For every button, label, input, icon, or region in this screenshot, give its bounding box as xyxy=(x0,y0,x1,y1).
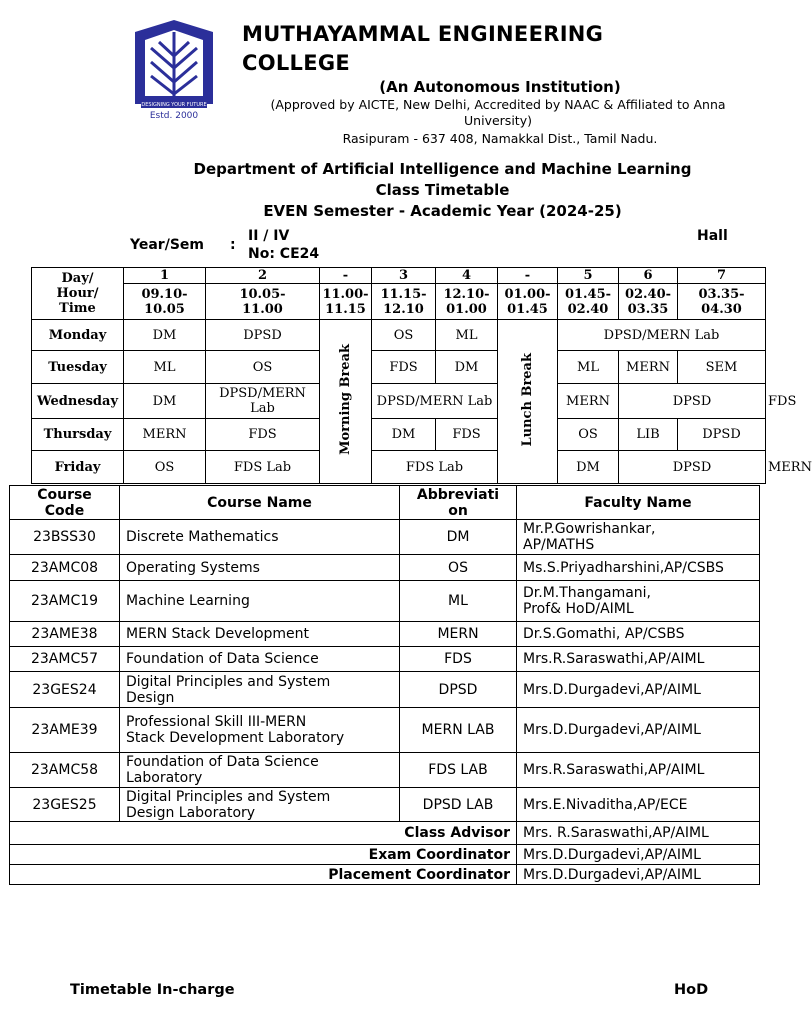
timetable-grid: Day/ Hour/ Time 1 2 - 3 4 - 5 6 7 09.10- 10.05 10.05- 11.00 11.00- 11.15 11.15- 12.10 12.10- 01.00 01.00- 01.45 01.45- 02.40 02.40- 03.35 03.35- 04.30 Monday DM DPSD Morning Break OS ML Lunch Break DPSD/MERN Lab Tuesday ML OS FDS DM ML MERN SEM Wednesday DM DPSD/MERN Lab DPSD/MERN Lab MERN DPSD FDS Thursday MERN FDS DM FDS OS LIB DPSD Friday OS FDS Lab FDS Lab DM DPSD MERN xyxy=(31,267,766,484)
faculty-name: Dr.S.Gomathi, AP/CSBS xyxy=(517,622,760,647)
slot-cell: OS xyxy=(206,351,320,384)
lunch-break-label: Lunch Break xyxy=(520,352,535,447)
role-person: Mrs. R.Saraswathi,AP/AIML xyxy=(517,822,760,845)
slot-cell: DPSD/MERN Lab xyxy=(206,384,320,419)
period-header: 5 xyxy=(558,268,619,284)
yearsem-colon: : xyxy=(230,237,236,253)
header-course-code: Course Code xyxy=(10,486,120,520)
approval-info xyxy=(258,97,738,129)
morning-break-label: Morning Break xyxy=(338,344,353,455)
slot-cell: FDS xyxy=(436,419,498,451)
slot-cell: DM xyxy=(124,384,206,419)
course-code: 23AMC19 xyxy=(10,581,120,622)
faculty-name: Ms.S.Priyadharshini,AP/CSBS xyxy=(517,555,760,581)
course-name: Professional Skill III-MERN Stack Development Laboratory xyxy=(120,708,400,753)
course-code: 23GES25 xyxy=(10,788,120,822)
course-abbr: FDS LAB xyxy=(400,753,517,788)
slot-cell: SEM xyxy=(678,351,766,384)
course-name: Foundation of Data Science xyxy=(120,647,400,672)
slot-cell: OS xyxy=(372,320,436,351)
role-exam-coordinator: Exam Coordinator xyxy=(10,845,517,865)
college-name-line2: COLLEGE xyxy=(242,51,351,75)
course-code: 23AME38 xyxy=(10,622,120,647)
course-abbr: DPSD xyxy=(400,672,517,708)
slot-cell: FDS Lab xyxy=(206,451,320,484)
faculty-name: Dr.M.Thangamani, Prof& HoD/AIML xyxy=(517,581,760,622)
slot-cell: DM xyxy=(558,451,619,484)
lunch-break-cell xyxy=(498,320,558,484)
slot-cell: FDS Lab xyxy=(372,451,498,484)
college-logo xyxy=(133,18,215,122)
course-code: 23AMC08 xyxy=(10,555,120,581)
faculty-name: Mrs.D.Durgadevi,AP/AIML xyxy=(517,708,760,753)
college-address: Rasipuram - 637 408, Namakkal Dist., Tamil Nadu. xyxy=(342,131,658,146)
course-name: Foundation of Data Science Laboratory xyxy=(120,753,400,788)
slot-cell: OS xyxy=(558,419,619,451)
time-slot: 01.45- 02.40 xyxy=(558,284,619,320)
period-header: 6 xyxy=(619,268,678,284)
role-class-advisor: Class Advisor xyxy=(10,822,517,845)
autonomous-status: (An Autonomous Institution) xyxy=(379,78,621,96)
slot-cell: ML xyxy=(558,351,619,384)
slot-cell: DPSD/MERN Lab xyxy=(372,384,498,419)
header-course-name: Course Name xyxy=(120,486,400,520)
course-abbr: OS xyxy=(400,555,517,581)
faculty-name: Mrs.D.Durgadevi,AP/AIML xyxy=(517,672,760,708)
role-person: Mrs.D.Durgadevi,AP/AIML xyxy=(517,845,760,865)
day-wednesday: Wednesday xyxy=(32,384,124,419)
yearsem-label: Year/Sem xyxy=(130,237,204,253)
faculty-name: Mrs.E.Nivaditha,AP/ECE xyxy=(517,788,760,822)
slot-cell: DPSD/MERN Lab xyxy=(558,320,766,351)
hall-number: No: CE24 xyxy=(248,246,320,262)
timetable-title: Class Timetable xyxy=(375,181,510,199)
role-person: Mrs.D.Durgadevi,AP/AIML xyxy=(517,865,760,885)
course-code: 23AMC58 xyxy=(10,753,120,788)
day-friday: Friday xyxy=(32,451,124,484)
period-header: 7 xyxy=(678,268,766,284)
morning-break-cell xyxy=(320,320,372,484)
hod-signature: HoD xyxy=(674,982,709,998)
slot-cell: DPSD xyxy=(619,384,766,419)
slot-cell: DM xyxy=(436,351,498,384)
course-abbr: DPSD LAB xyxy=(400,788,517,822)
time-slot: 11.00- 11.15 xyxy=(320,284,372,320)
course-code: 23GES24 xyxy=(10,672,120,708)
course-abbr: MERN xyxy=(400,622,517,647)
role-placement-coordinator: Placement Coordinator xyxy=(10,865,517,885)
course-code: 23AME39 xyxy=(10,708,120,753)
semester-title: EVEN Semester - Academic Year (2024-25) xyxy=(263,202,622,220)
time-slot: 11.15- 12.10 xyxy=(372,284,436,320)
time-slot: 01.00- 01.45 xyxy=(498,284,558,320)
course-name: Machine Learning xyxy=(120,581,400,622)
period-header: - xyxy=(498,268,558,284)
slot-cell: MERN xyxy=(619,351,678,384)
time-slot: 03.35- 04.30 xyxy=(678,284,766,320)
header-abbreviation: Abbreviati on xyxy=(400,486,517,520)
course-name: Discrete Mathematics xyxy=(120,520,400,555)
slot-cell: ML xyxy=(436,320,498,351)
slot-cell: LIB xyxy=(619,419,678,451)
yearsem-value: II / IV xyxy=(248,228,290,244)
header-faculty-name: Faculty Name xyxy=(517,486,760,520)
period-header: 2 xyxy=(206,268,320,284)
period-header: - xyxy=(320,268,372,284)
period-header: 1 xyxy=(124,268,206,284)
course-abbr: MERN LAB xyxy=(400,708,517,753)
course-abbr: FDS xyxy=(400,647,517,672)
slot-cell: MERN xyxy=(558,384,619,419)
slot-cell: FDS xyxy=(372,351,436,384)
course-name: Operating Systems xyxy=(120,555,400,581)
slot-cell: DPSD xyxy=(206,320,320,351)
course-abbr: DM xyxy=(400,520,517,555)
slot-cell: FDS xyxy=(206,419,320,451)
college-name xyxy=(242,20,662,78)
day-monday: Monday xyxy=(32,320,124,351)
course-code: 23AMC57 xyxy=(10,647,120,672)
day-tuesday: Tuesday xyxy=(32,351,124,384)
approval-line2: University) xyxy=(464,113,532,128)
period-header: 4 xyxy=(436,268,498,284)
hall-label: Hall xyxy=(697,228,728,244)
corner-header: Day/ Hour/ Time xyxy=(32,268,124,320)
logo-estd: Estd. 2000 xyxy=(149,111,199,121)
course-name: Digital Principles and System Design Laboratory xyxy=(120,788,400,822)
slot-cell: DM xyxy=(372,419,436,451)
faculty-name: Mrs.R.Saraswathi,AP/AIML xyxy=(517,647,760,672)
time-slot: 02.40- 03.35 xyxy=(619,284,678,320)
slot-cell: MERN xyxy=(124,419,206,451)
slot-cell: ML xyxy=(124,351,206,384)
timetable-incharge-signature: Timetable In-charge xyxy=(70,982,235,998)
course-name: MERN Stack Development xyxy=(120,622,400,647)
day-thursday: Thursday xyxy=(32,419,124,451)
period-header: 3 xyxy=(372,268,436,284)
faculty-name: Mr.P.Gowrishankar, AP/MATHS xyxy=(517,520,760,555)
time-slot: 12.10- 01.00 xyxy=(436,284,498,320)
approval-line1: (Approved by AICTE, New Delhi, Accredited by NAAC & Affiliated to Anna xyxy=(270,97,726,112)
course-code: 23BSS30 xyxy=(10,520,120,555)
course-table xyxy=(9,485,760,885)
time-slot: 10.05- 11.00 xyxy=(206,284,320,320)
course-abbr: ML xyxy=(400,581,517,622)
slot-cell: DM xyxy=(124,320,206,351)
logo-tagline: DESIGNING YOUR FUTURE xyxy=(141,102,207,108)
time-slot: 09.10- 10.05 xyxy=(124,284,206,320)
course-name: Digital Principles and System Design xyxy=(120,672,400,708)
college-name-line1: MUTHAYAMMAL ENGINEERING xyxy=(242,22,604,46)
slot-cell: OS xyxy=(124,451,206,484)
department-title: Department of Artificial Intelligence and Machine Learning xyxy=(193,160,692,178)
faculty-name: Mrs.R.Saraswathi,AP/AIML xyxy=(517,753,760,788)
slot-cell: DPSD xyxy=(619,451,766,484)
slot-cell: DPSD xyxy=(678,419,766,451)
